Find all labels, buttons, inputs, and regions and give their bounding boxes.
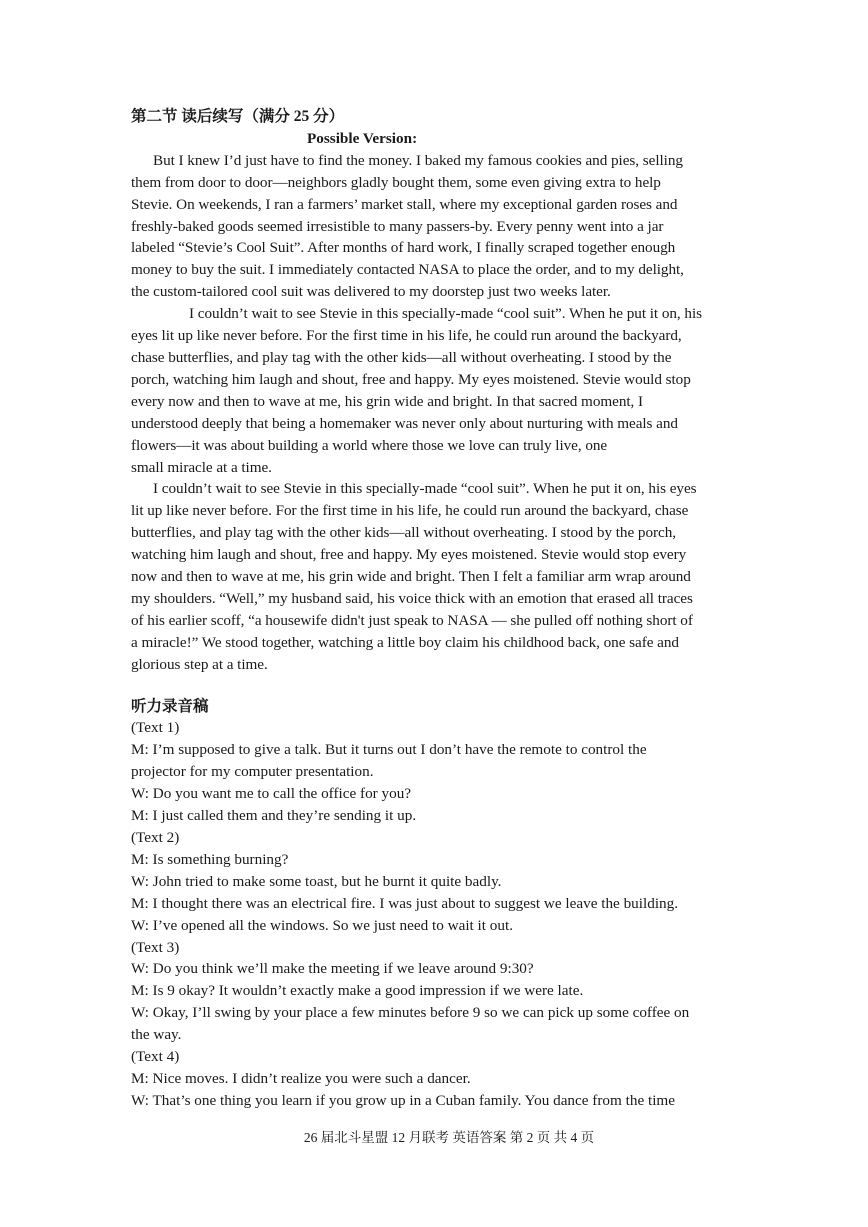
paragraph-line: I couldn’t wait to see Stevie in this specially-made “cool suit”. When he put it on, his eyes [153, 480, 697, 498]
transcript-body [131, 717, 741, 1111]
transcript-line: (Text 2) [131, 829, 180, 846]
paragraph-line: a miracle!” We stood together, watching a little boy claim his childhood back, one safe and [131, 633, 679, 651]
paragraph-line: Stevie. On weekends, I ran a farmers’ market stall, where my exceptional garden roses and [131, 195, 678, 213]
paragraph-line: chase butterflies, and play tag with the other kids—all without overheating. I stood by the [131, 348, 672, 366]
transcript-line: M: Is 9 okay? It wouldn’t exactly make a good impression if we were late. [131, 982, 584, 1000]
transcript-line: projector for my computer presentation. [131, 763, 374, 781]
paragraph-line: glorious step at a time. [131, 655, 268, 673]
transcript-line: M: I thought there was an electrical fire. I was just about to suggest we leave the building. [131, 894, 679, 912]
page-footer: 26 届北斗星盟 12 月联考 英语答案 第 2 页 共 4 页 [303, 1130, 595, 1145]
paragraph-line: watching him laugh and shout, free and happy. My eyes moistened. Stevie would stop every [131, 546, 687, 564]
transcript-line: (Text 4) [131, 1048, 180, 1066]
transcript-line: W: Do you think we’ll make the meeting if we leave around 9:30? [131, 960, 534, 978]
transcript-line: (Text 1) [131, 719, 180, 737]
paragraph-line: But I knew I’d just have to find the money. I baked my famous cookies and pies, selling [153, 151, 683, 169]
paragraph-line: labeled “Stevie’s Cool Suit”. After months of hard work, I finally scraped together enough [131, 239, 676, 257]
paragraph-line: of his earlier scoff, “a housewife didn't just speak to NASA — she pulled off nothing short of [131, 611, 693, 629]
essay-paragraph [131, 150, 741, 303]
essay-paragraphs [131, 150, 741, 676]
paragraph-line: my shoulders. “Well,” my husband said, his voice thick with an emotion that erased all traces [131, 589, 693, 607]
essay-paragraph [131, 303, 741, 478]
paragraph-line: butterflies, and play tag with the other kids—all without overheating. I stood by the porch, [131, 524, 676, 542]
possible-version-label: Possible Version: [307, 129, 418, 147]
transcript-line: W: That’s one thing you learn if you grow up in a Cuban family. You dance from the time [131, 1091, 675, 1109]
transcript-line: M: Is something burning? [131, 850, 289, 868]
transcript-line: M: I’m supposed to give a talk. But it turns out I don’t have the remote to control the [131, 741, 647, 759]
transcript-line: W: Okay, I’ll swing by your place a few minutes before 9 so we can pick up some coffee on [131, 1004, 690, 1022]
transcript-line: W: Do you want me to call the office for you? [131, 785, 412, 803]
essay-paragraph [131, 478, 741, 675]
paragraph-line: understood deeply that being a homemaker was never only about nurturing with meals and [131, 414, 678, 432]
transcript-line: W: I’ve opened all the windows. So we just need to wait it out. [131, 916, 514, 934]
paragraph-line: now and then to wave at me, his grin wide and bright. Then I felt a familiar arm wrap around [131, 568, 691, 586]
transcript-line: M: Nice moves. I didn’t realize you were such a dancer. [131, 1069, 471, 1087]
transcript-title: 听力录音稿 [131, 697, 209, 715]
transcript-line: M: I just called them and they’re sending it up. [131, 807, 417, 825]
paragraph-line: I couldn’t wait to see Stevie in this specially-made “cool suit”. When he put it on, his [189, 305, 702, 323]
paragraph-line: them from door to door—neighbors gladly bought them, some even giving extra to help [131, 173, 661, 191]
paragraph-line: eyes lit up like never before. For the first time in his life, he could run around the backyard, [131, 327, 682, 345]
transcript-line: W: John tried to make some toast, but he burnt it quite badly. [131, 872, 502, 890]
paragraph-line: small miracle at a time. [131, 458, 272, 476]
paragraph-line: porch, watching him laugh and shout, free and happy. My eyes moistened. Stevie would stop [131, 370, 691, 388]
section-title: 第二节 读后续写（满分 25 分） [131, 108, 345, 125]
paragraph-line: lit up like never before. For the first time in his life, he could run around the backyard, chase [131, 502, 689, 520]
paragraph-line: every now and then to wave at me, his grin wide and bright. In that sacred moment, I [131, 392, 644, 410]
paragraph-line: flowers—it was about building a world where those we love can truly live, one [131, 436, 608, 454]
paragraph-line: freshly-baked goods seemed irresistible to many passers-by. Every penny went into a jar [131, 217, 664, 235]
paragraph-line: money to buy the suit. I immediately contacted NASA to place the order, and to my delight, [131, 261, 684, 279]
paragraph-line: the custom-tailored cool suit was delivered to my doorstep just two weeks later. [131, 283, 611, 301]
page-content [131, 106, 741, 1112]
transcript-line: the way. [131, 1026, 182, 1044]
transcript-line: (Text 3) [131, 938, 180, 956]
